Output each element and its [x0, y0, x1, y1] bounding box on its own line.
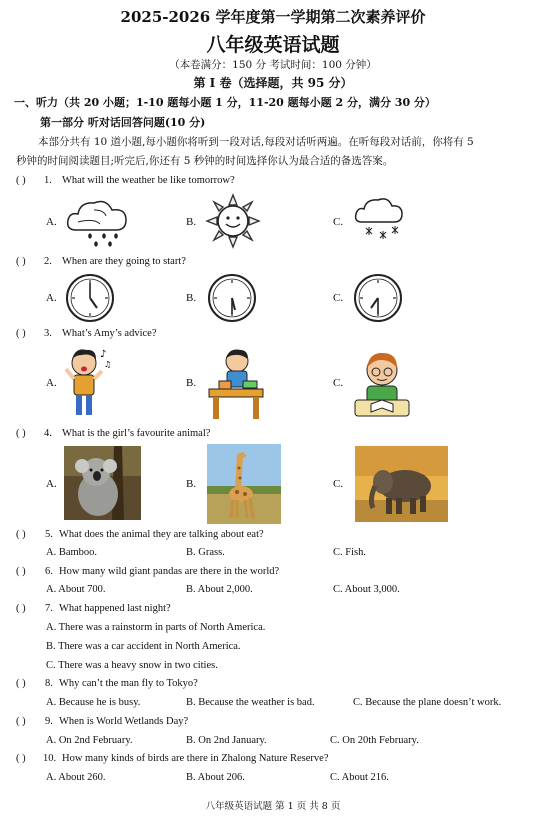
option-c[interactable]: C. There was a heavy snow in two cities.	[46, 660, 218, 671]
question-text: Why can’t the man fly to Tokyo?	[59, 678, 198, 689]
option-b[interactable]: B. Grass.	[186, 547, 225, 558]
question-text: How many wild giant pandas are there in the world?	[59, 566, 280, 577]
svg-text:♪: ♪	[100, 349, 107, 360]
option-label[interactable]: A.	[46, 292, 57, 304]
svg-text:♫: ♫	[104, 360, 112, 369]
option-c[interactable]: C. On 20th February.	[330, 735, 419, 746]
sun-icon[interactable]	[205, 193, 261, 249]
option-a[interactable]: A. About 260.	[46, 772, 106, 783]
option-b[interactable]: B. Because the weather is bad.	[186, 697, 315, 708]
option-a[interactable]: A. On 2nd February.	[46, 735, 133, 746]
option-label[interactable]: A.	[46, 216, 57, 228]
option-a[interactable]: A. Because he is busy.	[46, 697, 141, 708]
option-c[interactable]: C. About 216.	[330, 772, 389, 783]
option-label[interactable]: A.	[46, 377, 57, 389]
koala-photo[interactable]	[64, 446, 141, 520]
boy-studying-picture[interactable]	[205, 347, 267, 423]
question-text: What will the weather be like tomorrow?	[62, 175, 235, 186]
option-label[interactable]: B.	[186, 292, 197, 304]
question-number: 5.	[45, 529, 53, 540]
question-number: 3.	[44, 328, 52, 339]
option-label[interactable]: B.	[186, 478, 197, 490]
page-footer: 八年级英语试题 第 1 页 共 8 页	[205, 801, 341, 812]
option-label[interactable]: C.	[333, 377, 344, 389]
section1-heading: 一、听力（共 20 小题；1-10 题每小题 1 分，11-20 题每小题 2 分，满分 30 分）	[14, 96, 436, 109]
part-title: 第 I 卷（选择题，共 95 分）	[193, 76, 353, 90]
question-number: 4.	[44, 428, 52, 439]
answer-blank[interactable]: ( )	[16, 529, 26, 540]
elephant-photo[interactable]	[355, 446, 448, 522]
option-b[interactable]: B. About 206.	[186, 772, 245, 783]
question-text: What happened last night?	[59, 603, 171, 614]
question-text: What is the girl’s favourite animal?	[62, 428, 211, 439]
option-a[interactable]: A. About 700.	[46, 584, 106, 595]
answer-blank[interactable]: ( )	[16, 566, 26, 577]
option-label[interactable]: C.	[333, 292, 344, 304]
question-number: 6.	[45, 566, 53, 577]
question-text: What does the animal they are talking about eat?	[59, 529, 264, 540]
question-number: 7.	[45, 603, 53, 614]
option-label[interactable]: A.	[46, 478, 57, 490]
answer-blank[interactable]: ( )	[16, 603, 26, 614]
answer-blank[interactable]: ( )	[16, 328, 26, 339]
option-c[interactable]: C. About 3,000.	[333, 584, 400, 595]
exam-title-line2: 八年级英语试题	[206, 34, 340, 56]
question-number: 9.	[45, 716, 53, 727]
option-label[interactable]: B.	[186, 377, 197, 389]
answer-blank[interactable]: ( )	[16, 753, 26, 764]
clock-icon[interactable]	[352, 272, 404, 324]
question-text: When is World Wetlands Day?	[59, 716, 189, 727]
intro-line2: 秒钟的时间阅读题目;听完后,你还有 5 秒钟的时间选择你认为最合适的备选答案。	[16, 155, 394, 167]
option-label[interactable]: C.	[333, 478, 344, 490]
girl-reading-picture[interactable]	[353, 348, 411, 418]
option-b[interactable]: B. On 2nd January.	[186, 735, 267, 746]
question-text: How many kinds of birds are there in Zhalong Nature Reserve?	[62, 753, 329, 764]
clock-icon[interactable]	[64, 272, 116, 324]
option-a[interactable]: A. Bamboo.	[46, 547, 98, 558]
option-b[interactable]: B. There was a car accident in North America.	[46, 641, 241, 652]
answer-blank[interactable]: ( )	[16, 175, 26, 186]
answer-blank[interactable]: ( )	[16, 716, 26, 727]
snow-cloud-icon[interactable]	[352, 194, 408, 244]
exam-title-line1: 2025-2026 学年度第一学期第二次素养评价	[120, 8, 426, 26]
answer-blank[interactable]: ( )	[16, 678, 26, 689]
rain-cloud-icon[interactable]	[64, 194, 132, 248]
intro-line1: 本部分共有 10 道小题,每小题你将听到一段对话,每段对话听两遍。在听每段对话前，你将有 5	[38, 136, 474, 148]
option-c[interactable]: C. Because the plane doesn’t work.	[353, 697, 502, 708]
option-a[interactable]: A. There was a rainstorm in parts of North America.	[46, 622, 266, 633]
option-c[interactable]: C. Fish.	[333, 547, 366, 558]
answer-blank[interactable]: ( )	[16, 428, 26, 439]
question-text: What’s Amy’s advice?	[62, 328, 157, 339]
clock-icon[interactable]	[206, 272, 258, 324]
exam-note: （本卷满分：150 分 考试时间：100 分钟）	[169, 59, 377, 71]
boy-singing-picture[interactable]	[62, 345, 112, 421]
question-number: 8.	[45, 678, 53, 689]
option-b[interactable]: B. About 2,000.	[186, 584, 253, 595]
option-label[interactable]: B.	[186, 216, 197, 228]
question-number: 2.	[44, 256, 52, 267]
question-number: 1.	[44, 175, 52, 186]
question-number: 10.	[43, 753, 57, 764]
question-text: When are they going to start?	[62, 256, 186, 267]
giraffe-photo[interactable]	[207, 444, 281, 524]
option-label[interactable]: C.	[333, 216, 344, 228]
answer-blank[interactable]: ( )	[16, 256, 26, 267]
part1-heading: 第一部分 听对话回答问题(10 分)	[40, 116, 206, 129]
